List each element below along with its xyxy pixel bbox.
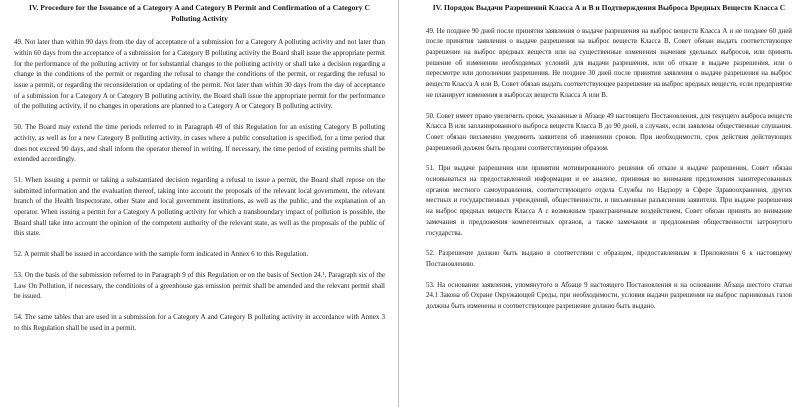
paragraph-53-en: 53. On the basis of the submission referred to in Paragraph 9 of this Regulation or on the basis of Section 24.¹, Paragraph six of the Law On Pollution, if necessary, the conditions of a greenhouse gas emission permit shall be amended and the relevant permit shall be issued.: [14, 270, 385, 301]
paragraph-54-en: 54. The same tables that are used in a submission for a Category A and Category B polluting activity in accordance with Annex 3 to this Regulation shall be used in a permit.: [14, 312, 385, 332]
section-heading-en: IV. Procedure for the Issuance of a Category A and Category B Permit and Confirmation of a Category C Polluting Activity: [29, 3, 370, 23]
english-page: [0, 0, 393, 407]
paragraph-51-en: 51. When issuing a permit or taking a substantiated decision regarding a refusal to issue a permit, the Board shall repose on the submitted information and the evaluation thereof, taking into account the proposals of the relevant local government, the relevant branch of the Health Inspectorate, other State and local government institutions, as well as the public, and the explanation of an operator. When issuing a permit for a Category A polluting activity for which a transboundary impact of pollution is possible, the Board shall take into account the opinion of the competent authority of the relevant state, as well as the proposals of the public of this state.: [14, 175, 385, 238]
paragraph-50-en: 50. The Board may extend the time periods referred to in Paragraph 49 of this Regulation for an existing Category B polluting activity, as well as for a new Category B polluting activity, in cases where a public consultation is specified, for a time period that does not exceed 90 days, and shall inform the operator thereof in writing. If necessary, the time period of existing permits shall be extended accordingly.: [14, 123, 385, 164]
paragraph-51-ru: 51. При выдаче разрешения или принятии мотивированного решения об отказе в выдаче разрешения, Совет обязан основываться на предоставленной информации и ее анализе, принимая во внимания предложения заинтересованных органов местного самоуправления, соответствующего отдела Службы по Надзору в Сфере Здравоохранения, других местных и государственных учреждений, общественности, и письменные разъяснения заявителя. При выдаче разрешения на выброс вредных веществ Класса А с возможным трансграничным воздействием, Совет обязан принять во внимание замечания и предложения компетентных органов, а также замечания и предложения общественности затронутого государства.: [426, 165, 792, 237]
paragraph-49-ru: 49. Не позднее 90 дней после принятия заявления о выдаче разрешения на выброс веществ Класса А и не позднее 60 дней после принятия заявления о выдаче разрешения на выброс веществ Класса В, Совет обязан выдать соответствующее разрешение на выброс вредных веществ или на существенные изменения значения удельных выбросов, или принять решение об изменении необходимых условий для выдачи разрешения, или об отказе в выдаче разрешения, или о пересмотре или дополнении разрешения. Не позднее 30 дней после принятия заявления о выдаче разрешения на выброс веществ Класса А или В, Совет обязан выдать соответствующее разрешение на выброс вредных веществ, если предприятие не планирует изменения в выбросах веществ Класса А или В.: [426, 27, 792, 99]
russian-page: [404, 0, 800, 407]
paragraph-52-en: 52. A permit shall be issued in accordance with the sample form indicated in Annex 6 to this Regulation.: [14, 250, 309, 259]
paragraph-53-ru: 53. На основании заявления, упомянутого в Абзаце 9 настоящего Постановления и на основании Абзаца шестого статьи 24.1 Закона об Охране Окружающей Среды, при необходимости, условия выдачи разрешения на выброс парниковых газов должны быть изменены и соответствующее разрешение должно быть выдано.: [426, 281, 792, 311]
paragraph-52-ru: 52. Разрешение должно быть выдано в соответствии с образцом, предоставленным в Приложении 6 к настоящему Постановлению.: [426, 250, 792, 268]
paragraph-49-en: 49. Not later than within 90 days from the day of acceptance of a submission for a Category A polluting activity and not later than within 60 days from the acceptance of a submission for a Category B polluting activity the Board shall issue the appropriate permit for the performance of the polluting activity or for substantial changes to the polluting activity or shall take a decision regarding a change in the conditions of the permit or regarding the refusal to change the conditions of the permit, or regarding the refusal to issue a permit, or regarding the reconsideration or updating of the permit. Not later than within 30 days from the day of acceptance of a submission for a Category A or Category B polluting activity, the Board shall issue the appropriate permit for the performance of the polluting activity, if no changes in operations are planned to a Category A or Category B polluting activity.: [14, 38, 385, 111]
page-divider: [398, 0, 399, 407]
section-heading-ru: IV. Порядок Выдачи Разрешений Класса А и В и Подтверждения Выброса Вредных Веществ Класса С: [432, 3, 786, 12]
paragraph-50-ru: 50. Совет имеет право увеличить сроки, указанные в Абзаце 49 настоящего Постановления, для текущего выброса веществ Класса В или запланированного выброса веществ Класса В до 90 дней, в случаях, если заявлены общественные слушания. Совет обязан письменно уведомить заявителя об изменении сроков. При необходимости, срок действия действующих разрешений должен быть продлен соответствующим образом.: [426, 112, 792, 152]
